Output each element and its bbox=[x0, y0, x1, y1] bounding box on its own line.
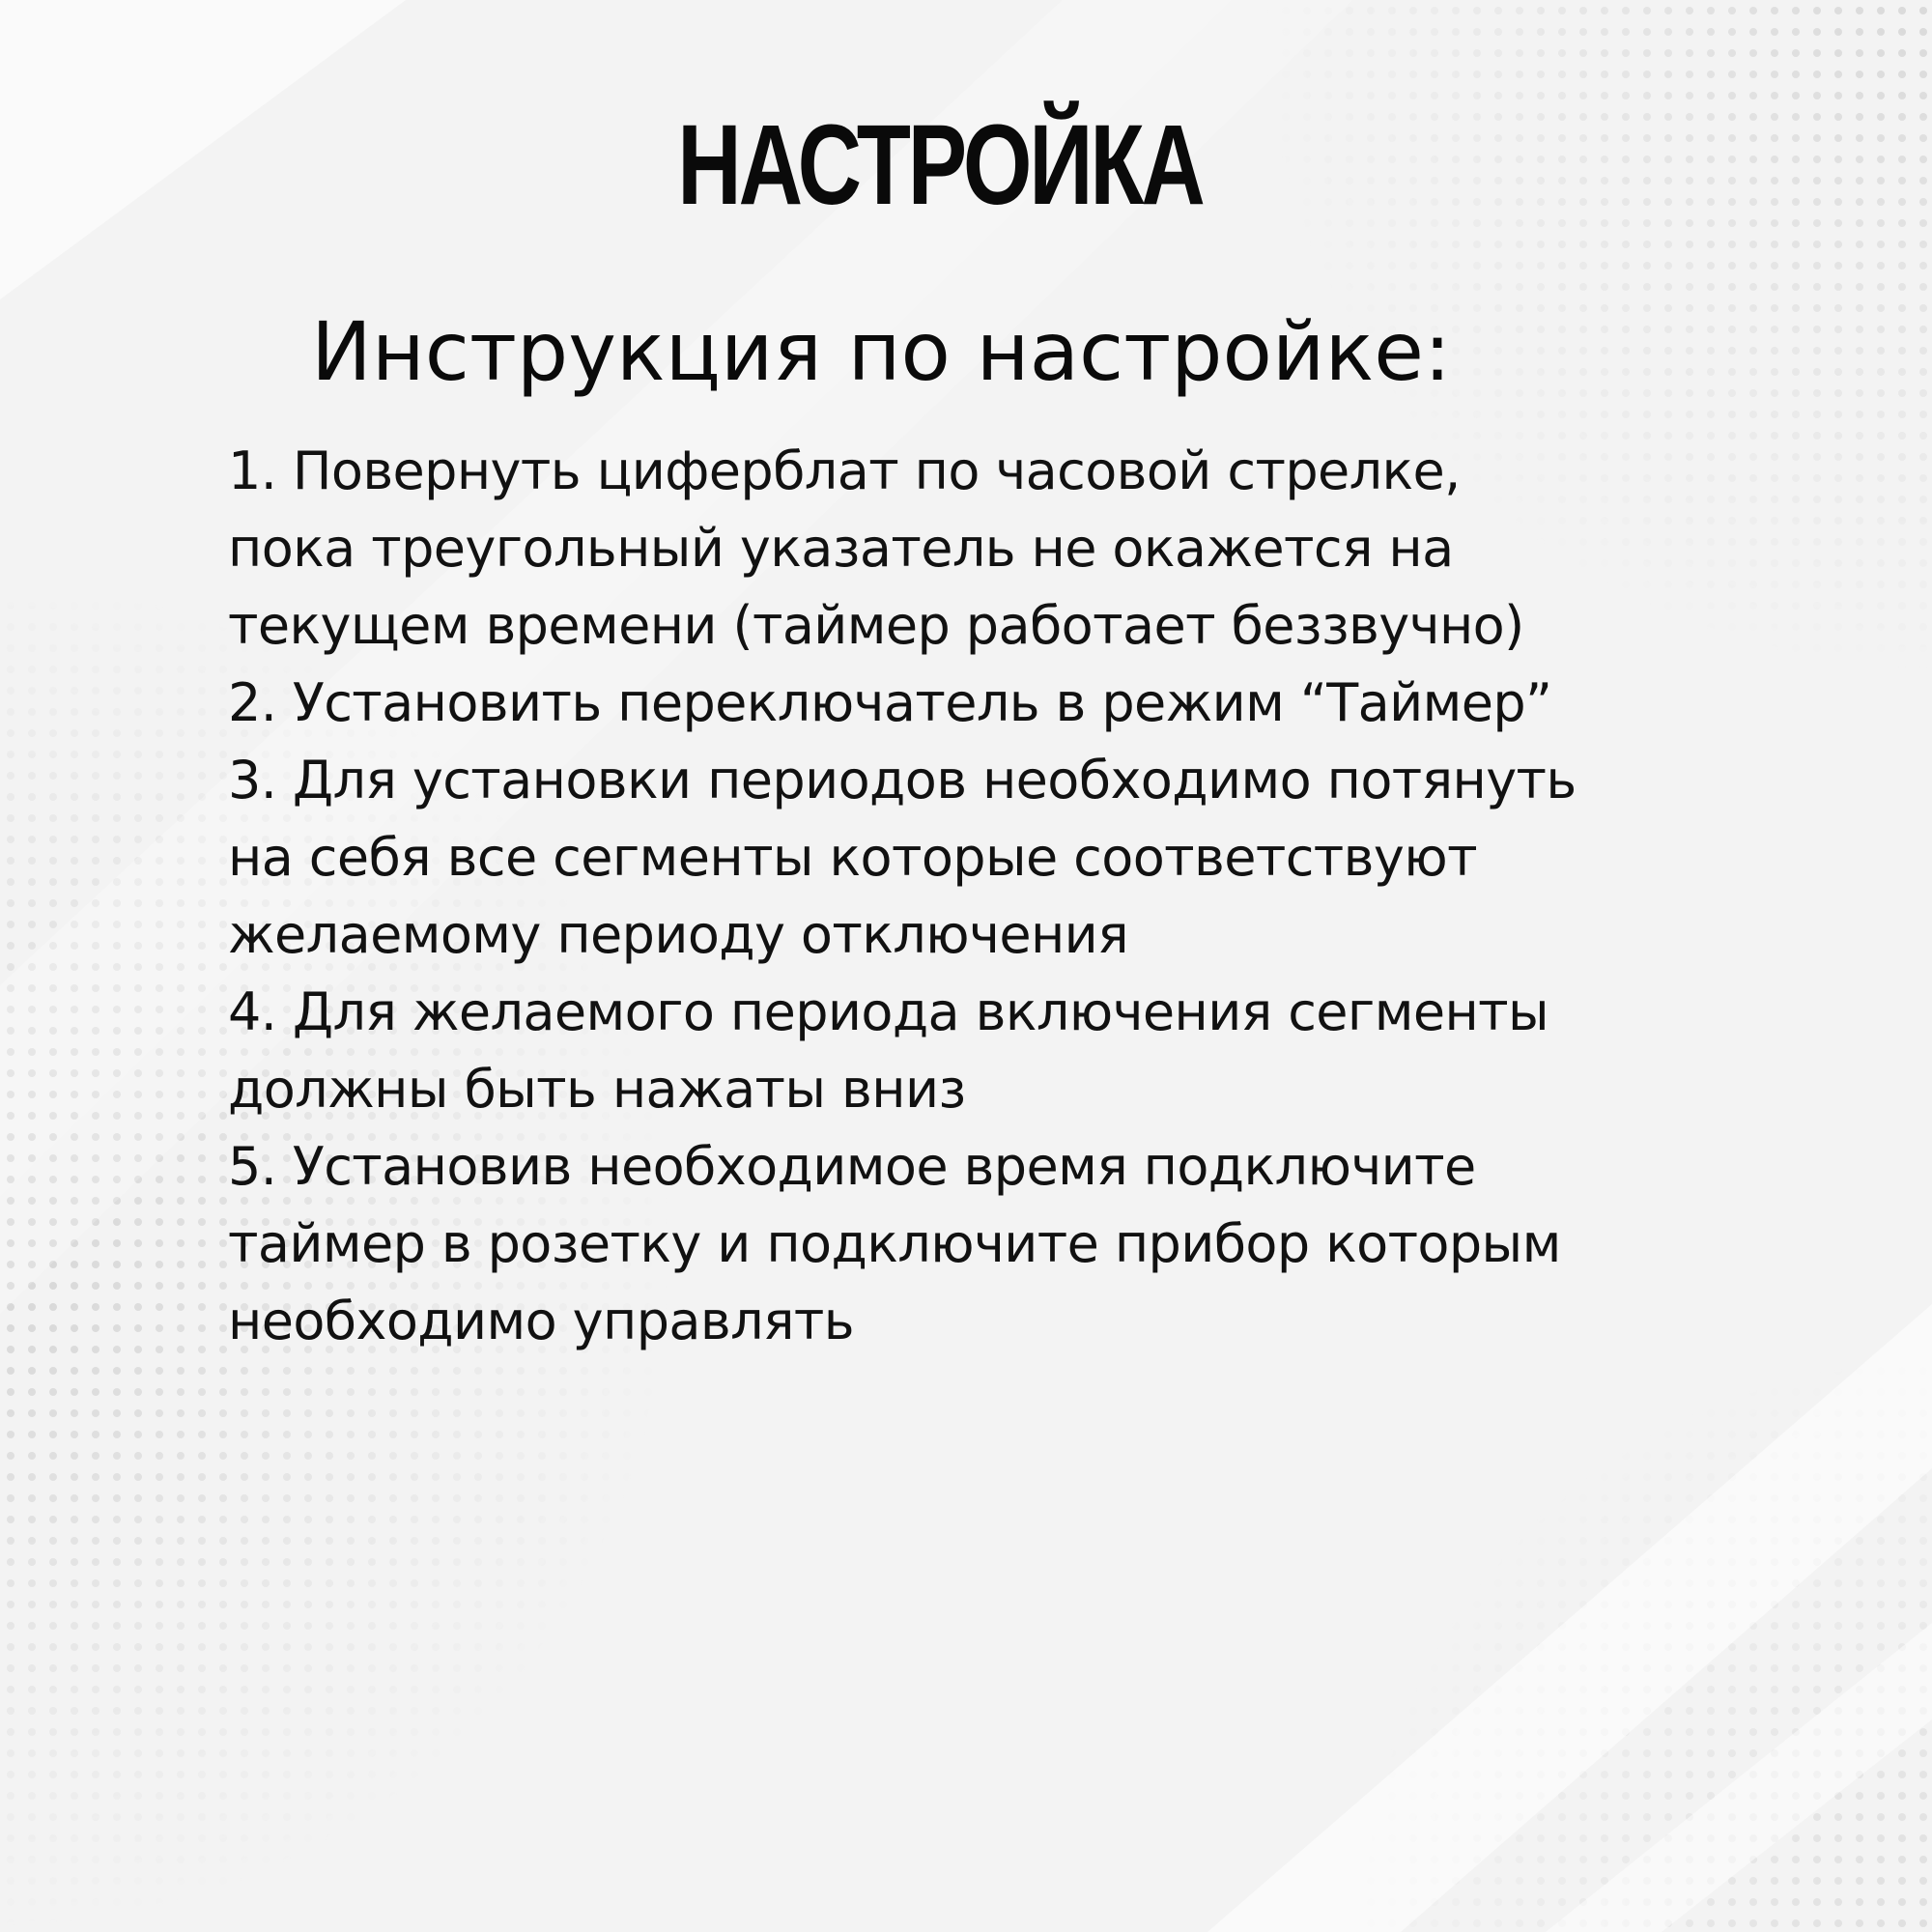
instruction-line: 5. Установив необходимое время подключите bbox=[228, 1136, 1476, 1197]
instruction-line: должны быть нажаты вниз bbox=[228, 1059, 966, 1120]
instruction-line: пока треугольный указатель не окажется на bbox=[228, 518, 1454, 579]
instruction-line: 3. Для установки периодов необходимо потянуть bbox=[228, 750, 1577, 810]
instruction-line: на себя все сегменты которые соответствуют bbox=[228, 827, 1477, 888]
instructions-list bbox=[228, 433, 1716, 1360]
instruction-line: таймер в розетку и подключите прибор которым bbox=[228, 1213, 1561, 1274]
instruction-line: 1. Повернуть циферблат по часовой стрелке, bbox=[228, 440, 1461, 501]
instruction-line: 2. Установить переключатель в режим “Таймер” bbox=[228, 672, 1552, 733]
instruction-line: желаемому периоду отключения bbox=[228, 904, 1129, 965]
page-title: НАСТРОЙКА bbox=[677, 101, 1203, 229]
instructions-heading: Инструкция по настройке: bbox=[311, 304, 1452, 399]
instruction-line: необходимо управлять bbox=[228, 1291, 854, 1351]
instruction-line: 4. Для желаемого периода включения сегменты bbox=[228, 981, 1549, 1042]
instruction-line: текущем времени (таймер работает беззвучно) bbox=[228, 595, 1524, 656]
